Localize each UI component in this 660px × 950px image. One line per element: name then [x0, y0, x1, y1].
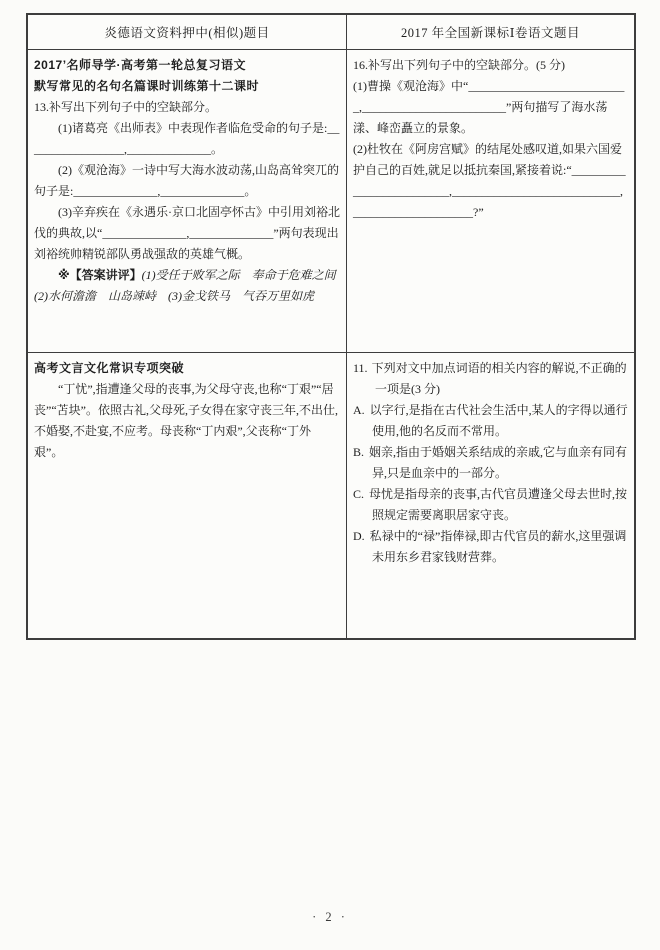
- option-a-text: 以字行,是指在古代社会生活中,某人的字得以通行使用,他的名反而不常用。: [369, 403, 628, 438]
- question13-intro: 13.补写出下列句子中的空缺部分。: [34, 100, 218, 114]
- question13-item1: (1)诸葛亮《出师表》中表现作者临危受命的句子是:_________________,______________。: [34, 121, 340, 156]
- source-title-line2: 默写常见的名句名篇课时训练第十二课时: [34, 79, 260, 93]
- option-b-letter: B.: [353, 445, 365, 459]
- option-c-text: 母忧是指母亲的丧事,古代官员遭逢父母去世时,按照规定需要离职居家守丧。: [369, 487, 628, 522]
- question16-item2: (2)杜牧在《阿房宫赋》的结尾处感叹道,如果六国爱护自己的百姓,就足以抵抗秦国,紧接着说:“_________________________,____________________________,____________________?”: [353, 142, 626, 219]
- question13-item3: (3)辛弃疾在《永遇乐·京口北固亭怀古》中引用刘裕北伐的典故,以“______________,______________”两句表现出刘裕统帅精锐部队勇战强敌的英雄气概。: [34, 205, 340, 261]
- option-c-letter: C.: [353, 487, 365, 501]
- option-c: [353, 484, 628, 526]
- answer-label: ※【答案讲评】: [58, 268, 142, 282]
- header-left-label: 炎德语文资料押中(相似)题目: [104, 26, 270, 40]
- row1-right-cell: [347, 50, 634, 353]
- option-d: [353, 526, 628, 568]
- row2-left-cell: [28, 353, 347, 638]
- option-d-letter: D.: [353, 529, 365, 543]
- option-b: [353, 442, 628, 484]
- culture-body-text: “丁忧”,指遭逢父母的丧事,为父母守丧,也称“丁艰”“居丧”“苫块”。依照古礼,父母死,子女得在家守丧三年,不出仕,不婚娶,不赴宴,不应考。母丧称“丁内艰”,父丧称“丁外艰”。: [34, 382, 338, 459]
- question11-number: 11.: [353, 361, 368, 375]
- option-a: [353, 400, 628, 442]
- option-b-text: 姻亲,指由于婚姻关系结成的亲戚,它与血亲有同有异,只是血亲中的一部分。: [369, 445, 628, 480]
- row2-right-cell: [347, 353, 634, 638]
- answer-text: (1)受任于败军之际 奉命于危难之间 (2)水何澹澹 山岛竦峙 (3)金戈铁马 气吞万里如虎: [34, 268, 336, 303]
- header-cell-left: [28, 15, 347, 50]
- row1-left-cell: [28, 50, 347, 353]
- source-title-line1: 2017’名师导学·高考第一轮总复习语文: [34, 58, 247, 72]
- header-right-label: 2017 年全国新课标Ⅰ卷语文题目: [400, 26, 581, 40]
- question11-stem: [353, 358, 628, 400]
- comparison-table: [26, 13, 636, 640]
- answer-paragraph: [34, 265, 340, 307]
- option-a-letter: A.: [353, 403, 365, 417]
- header-cell-right: [347, 15, 634, 50]
- culture-section-title: 高考文言文化常识专项突破: [34, 361, 185, 375]
- question16-intro: 16.补写出下列句子中的空缺部分。(5 分): [353, 58, 565, 72]
- question13-item2: (2)《观沧海》一诗中写大海水波动荡,山岛高耸突兀的句子是:______________,______________。: [34, 163, 339, 198]
- option-d-text: 私禄中的“禄”指俸禄,即古代官员的薪水,这里强调未用东乡君家钱财营葬。: [369, 529, 627, 564]
- question11-text: 下列对文中加点词语的相关内容的解说,不正确的一项是(3 分): [371, 361, 627, 396]
- page-number: · 2 ·: [312, 910, 348, 924]
- question16-item1: (1)曹操《观沧海》中“___________________________,________________________”两句描写了海水荡漾、峰峦矗立的景象。: [353, 79, 625, 135]
